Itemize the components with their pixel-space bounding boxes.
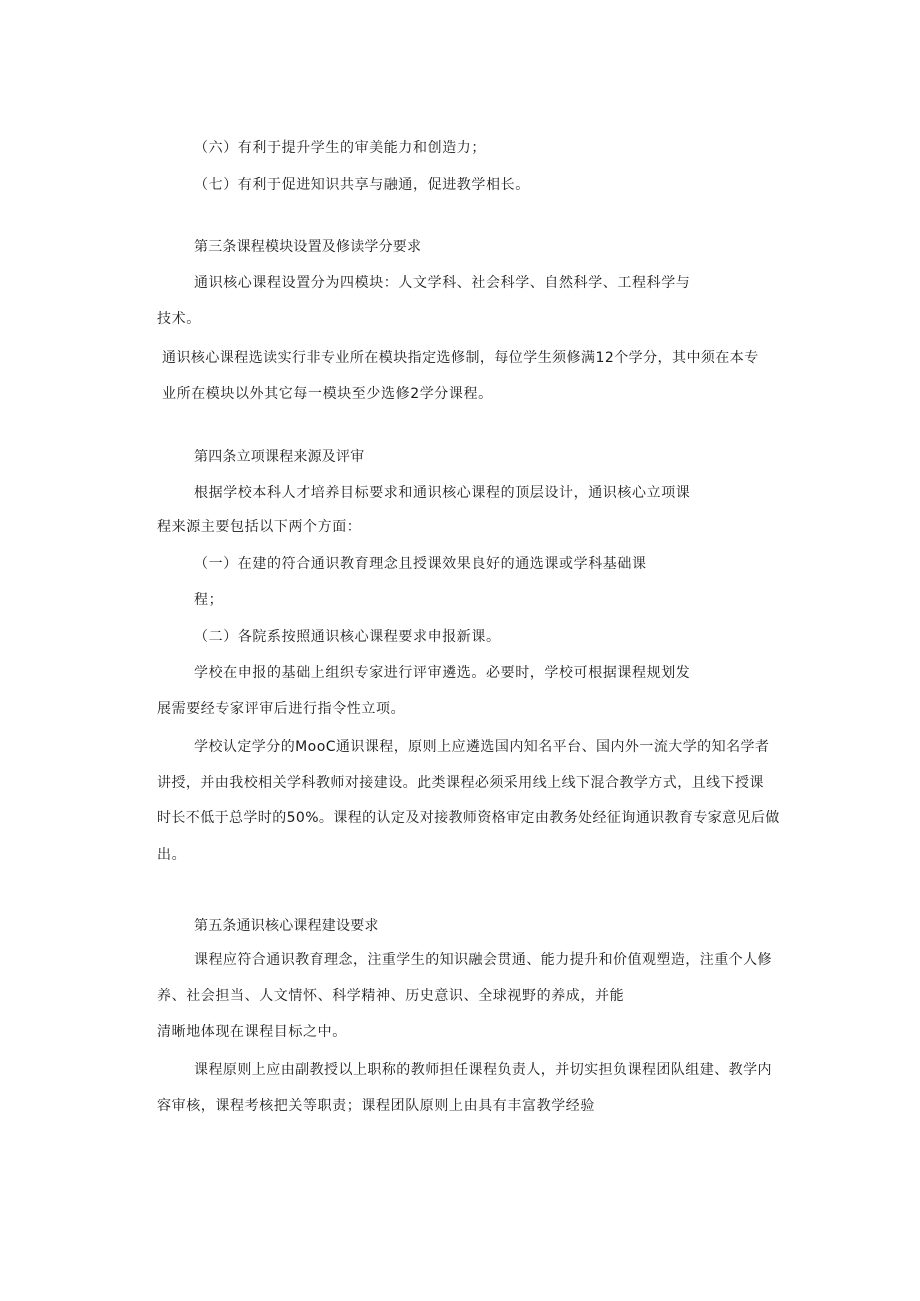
paragraph-line: 学校认定学分的MooC通识课程，原则上应遴选国内知名平台、国内外一流大学的知名学者: [194, 739, 770, 755]
article-three-heading: 第三条课程模块设置及修读学分要求: [194, 239, 422, 255]
list-item-seven: （七）有利于促进知识共享与融通，促进教学相长。: [194, 177, 530, 193]
article-four-heading: 第四条立项课程来源及评审: [194, 449, 365, 465]
paragraph-line: 养、社会担当、人文情怀、科学精神、历史意识、全球视野的养成，并能: [157, 988, 625, 1004]
list-item-two: （二）各院系按照通识核心课程要求申报新课。: [194, 629, 501, 645]
list-item-six: （六）有利于提升学生的审美能力和创造力；: [194, 140, 486, 156]
paragraph-line: 清晰地体现在课程目标之中。: [157, 1024, 347, 1040]
article-five-heading: 第五条通识核心课程建设要求: [194, 918, 379, 934]
list-item-one: （一）在建的符合通识教育理念且授课效果良好的通选课或学科基础课: [194, 556, 647, 572]
paragraph-line: 通识核心课程选读实行非专业所在模块指定选修制，每位学生须修满12个学分，其中须在本专: [162, 350, 759, 366]
paragraph-line: 通识核心课程设置分为四模块：人文学科、社会科学、自然科学、工程科学与: [194, 275, 691, 291]
paragraph-line: 学校在申报的基础上组织专家进行评审遴选。必要时，学校可根据课程规划发: [194, 665, 691, 681]
paragraph-line: 技术。: [157, 311, 201, 327]
paragraph-line: 容审核，课程考核把关等职责；课程团队原则上由具有丰富教学经验: [157, 1098, 595, 1114]
paragraph-line: 课程应符合通识教育理念，注重学生的知识融会贯通、能力提升和价值观塑造，注重个人修: [194, 952, 772, 968]
paragraph-line: 根据学校本科人才培养目标要求和通识核心课程的顶层设计，通识核心立项课: [194, 485, 691, 501]
paragraph-line: 程来源主要包括以下两个方面：: [157, 519, 362, 535]
paragraph-line: 展需要经专家评审后进行指令性立项。: [157, 701, 406, 717]
paragraph-line: 业所在模块以外其它每一模块至少选修2学分课程。: [162, 386, 493, 402]
paragraph-line: 程；: [194, 592, 224, 608]
paragraph-line: 出。: [157, 847, 187, 863]
paragraph-line: 时长不低于总学时的50%。课程的认定及对接教师资格审定由教务处经征询通识教育专家意见后做: [157, 810, 780, 826]
paragraph-line: 课程原则上应由副教授以上职称的教师担任课程负责人，并切实担负课程团队组建、教学内: [194, 1062, 772, 1078]
paragraph-line: 讲授，并由我校相关学科教师对接建设。此类课程必须采用线上线下混合教学方式，且线下授课: [157, 775, 764, 791]
